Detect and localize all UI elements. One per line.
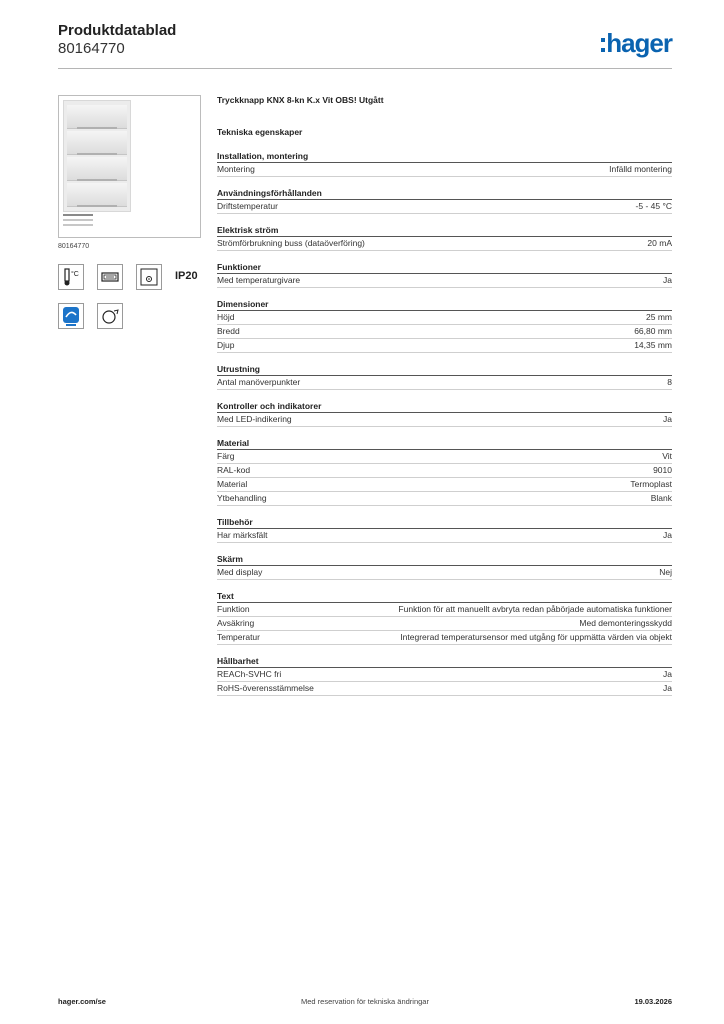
spec-value: Ja bbox=[663, 683, 672, 693]
knx-icon bbox=[58, 303, 84, 329]
spec-row bbox=[217, 492, 672, 506]
label-lines bbox=[63, 214, 93, 229]
spec-value: Blank bbox=[650, 493, 672, 503]
spec-row bbox=[217, 163, 672, 177]
spec-value: Nej bbox=[659, 567, 672, 577]
product-number: 80164770 bbox=[58, 40, 125, 57]
spec-value: Funktion för att manuellt avbryta redan påbörjade automatiska funktioner bbox=[398, 604, 672, 614]
rocker-2 bbox=[67, 131, 127, 155]
spec-key: Antal manöverpunkter bbox=[217, 377, 301, 387]
sensor-icon bbox=[136, 264, 162, 290]
spec-key: Avsäkring bbox=[217, 618, 255, 628]
spec-key: Strömförbrukning buss (dataöverföring) bbox=[217, 238, 365, 248]
temperature-icon bbox=[58, 264, 84, 290]
spec-section bbox=[217, 299, 672, 353]
spec-section bbox=[217, 262, 672, 288]
spec-value: 14,35 mm bbox=[634, 340, 672, 350]
spec-key: Färg bbox=[217, 451, 235, 461]
push-button-illustration bbox=[63, 100, 131, 212]
spec-row bbox=[217, 617, 672, 631]
section-title: Användningsförhållanden bbox=[217, 188, 672, 200]
product-name: Tryckknapp KNX 8-kn K.x Vit OBS! Utgått bbox=[217, 95, 384, 105]
svg-text:°C: °C bbox=[71, 271, 79, 278]
spec-section bbox=[217, 188, 672, 214]
logo-mark-icon bbox=[601, 38, 605, 52]
spec-section bbox=[217, 364, 672, 390]
spec-key: Med temperaturgivare bbox=[217, 275, 301, 285]
document-title: Produktdatablad bbox=[58, 22, 177, 39]
spec-value: Med demonteringsskydd bbox=[579, 618, 672, 628]
spec-row bbox=[217, 603, 672, 617]
spec-row bbox=[217, 237, 672, 251]
spec-key: Djup bbox=[217, 340, 235, 350]
spec-value: 9010 bbox=[653, 465, 672, 475]
spec-key: Bredd bbox=[217, 326, 240, 336]
spec-value: Vit bbox=[662, 451, 672, 461]
spec-row bbox=[217, 376, 672, 390]
page-header bbox=[58, 22, 672, 70]
spec-value: 20 mA bbox=[647, 238, 672, 248]
spec-value: Ja bbox=[663, 530, 672, 540]
section-title: Dimensioner bbox=[217, 299, 672, 311]
spec-key: Temperatur bbox=[217, 632, 260, 642]
spec-row bbox=[217, 450, 672, 464]
section-title: Elektrisk ström bbox=[217, 225, 672, 237]
spec-row bbox=[217, 682, 672, 696]
spec-value: Infälld montering bbox=[609, 164, 672, 174]
section-title: Funktioner bbox=[217, 262, 672, 274]
spec-section bbox=[217, 225, 672, 251]
section-title: Text bbox=[217, 591, 672, 603]
spec-section bbox=[217, 517, 672, 543]
spec-row bbox=[217, 668, 672, 682]
spec-value: 66,80 mm bbox=[634, 326, 672, 336]
spec-row bbox=[217, 478, 672, 492]
spec-key: RAL-kod bbox=[217, 465, 251, 475]
spec-row bbox=[217, 274, 672, 288]
hager-logo bbox=[601, 28, 672, 58]
spec-key: Montering bbox=[217, 164, 255, 174]
spec-key: Driftstemperatur bbox=[217, 201, 278, 211]
spec-row bbox=[217, 200, 672, 214]
spec-section bbox=[217, 591, 672, 645]
ip-rating-badge: IP20 bbox=[175, 270, 198, 282]
spec-key: Höjd bbox=[217, 312, 235, 322]
technical-properties-heading: Tekniska egenskaper bbox=[217, 127, 303, 137]
spec-key: Med display bbox=[217, 567, 263, 577]
spec-row bbox=[217, 464, 672, 478]
section-title: Utrustning bbox=[217, 364, 672, 376]
header-divider bbox=[58, 68, 672, 69]
spec-row bbox=[217, 311, 672, 325]
section-title: Tillbehör bbox=[217, 517, 672, 529]
spec-row bbox=[217, 529, 672, 543]
spec-section bbox=[217, 438, 672, 506]
spec-row bbox=[217, 339, 672, 353]
spec-sections bbox=[217, 151, 672, 696]
display-icon bbox=[97, 264, 123, 290]
spec-section bbox=[217, 401, 672, 427]
rocker-3 bbox=[67, 157, 127, 181]
spec-section bbox=[217, 656, 672, 696]
spec-value: Ja bbox=[663, 669, 672, 679]
spec-section bbox=[217, 151, 672, 177]
spec-value: Ja bbox=[663, 414, 672, 424]
spec-key: REACh-SVHC fri bbox=[217, 669, 282, 679]
product-image bbox=[58, 95, 201, 238]
spec-row bbox=[217, 325, 672, 339]
spec-value: Ja bbox=[663, 275, 672, 285]
spec-row bbox=[217, 631, 672, 645]
footer-website[interactable]: hager.com/se bbox=[58, 997, 106, 1006]
spec-value: -5 - 45 °C bbox=[635, 201, 672, 211]
spec-key: Funktion bbox=[217, 604, 250, 614]
section-title: Installation, montering bbox=[217, 151, 672, 163]
footer-disclaimer: Med reservation för tekniska ändringar bbox=[301, 997, 429, 1006]
specifications bbox=[217, 95, 672, 707]
footer-date: 19.03.2026 bbox=[634, 997, 672, 1006]
spec-value: Termoplast bbox=[630, 479, 672, 489]
rocker-4 bbox=[67, 183, 127, 207]
spec-key: Med LED-indikering bbox=[217, 414, 292, 424]
spec-section bbox=[217, 554, 672, 580]
rocker-1 bbox=[67, 105, 127, 129]
spec-value: 25 mm bbox=[646, 312, 672, 322]
section-title: Material bbox=[217, 438, 672, 450]
spec-key: Har märksfält bbox=[217, 530, 268, 540]
spec-value: 8 bbox=[667, 377, 672, 387]
section-title: Kontroller och indikatorer bbox=[217, 401, 672, 413]
spec-key: Material bbox=[217, 479, 248, 489]
section-title: Hållbarhet bbox=[217, 656, 672, 668]
product-image-caption: 80164770 bbox=[58, 243, 90, 250]
section-title: Skärm bbox=[217, 554, 672, 566]
logo-text: hager bbox=[606, 28, 672, 58]
spec-value: Integrerad temperatursensor med utgång för uppmätta värden via objekt bbox=[400, 632, 672, 642]
spec-row bbox=[217, 413, 672, 427]
spec-key: RoHS-överensstämmelse bbox=[217, 683, 314, 693]
spec-row bbox=[217, 566, 672, 580]
circle-arrow-icon bbox=[97, 303, 123, 329]
spec-key: Ytbehandling bbox=[217, 493, 267, 503]
